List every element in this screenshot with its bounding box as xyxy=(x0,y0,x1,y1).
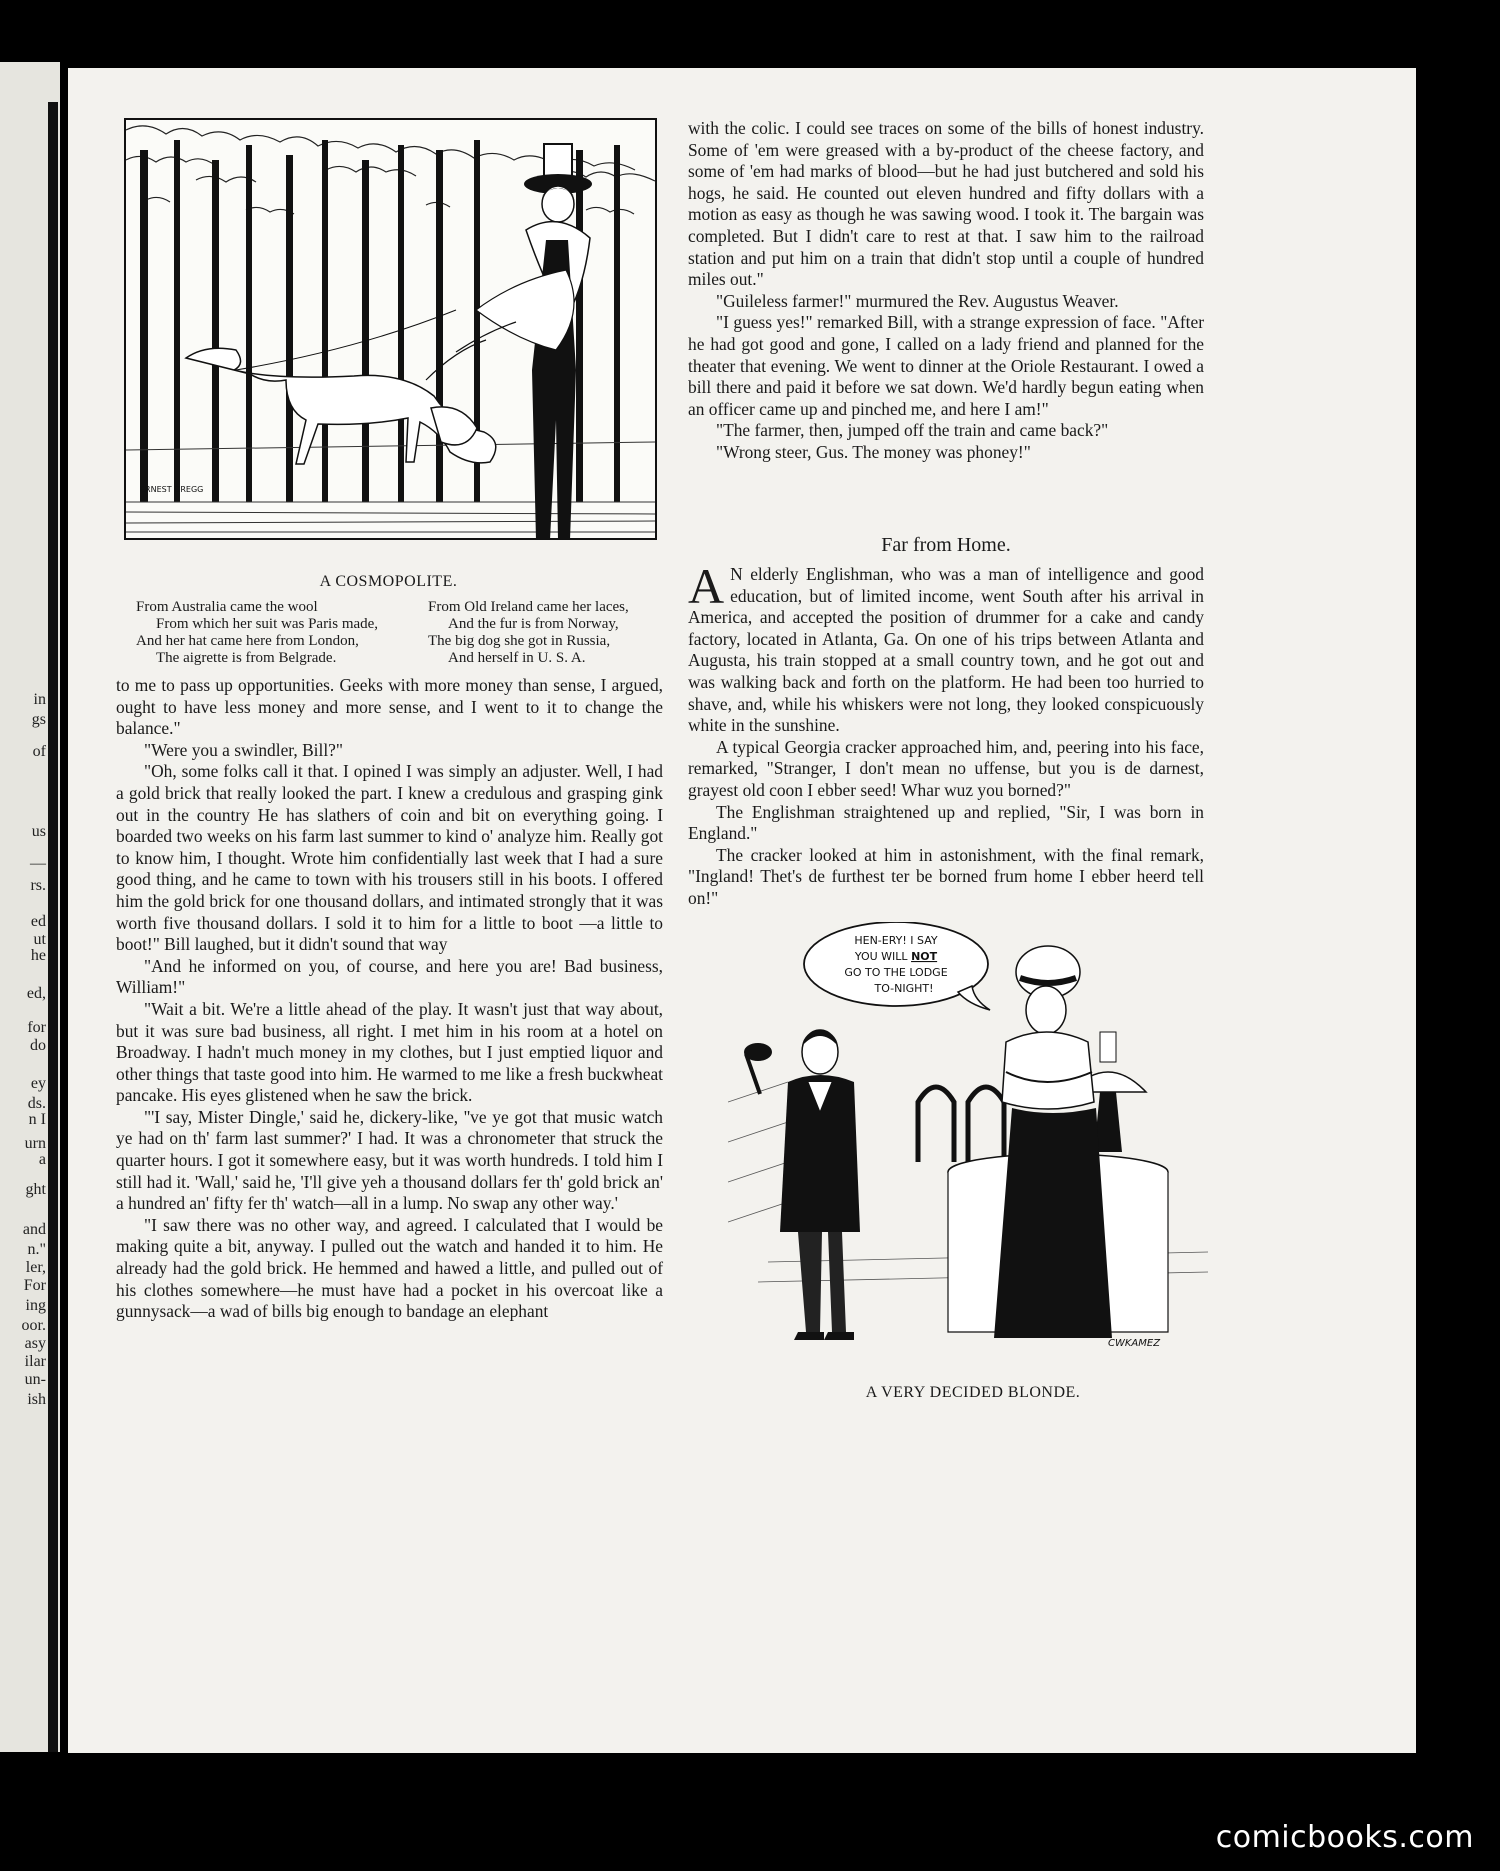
paragraph: "I saw there was no other way, and agreed. I calculated that I would be making quite a bit, anyway. I pulled out the watch and handed it to him. He already had the gold brick. He hemmed and hawed a little, and pulled out of his clothes somewhere—he must have had a pocket in his overcoat like a gunnysack—a wad of bills big enough to bandage an elephant xyxy=(116,1214,663,1322)
left-page-fragment: ing xyxy=(25,1297,46,1314)
paragraph: "I guess yes!" remarked Bill, with a strange expression of face. "After he had got good and gone, I called on a lady friend and planned for the theater that evening. We went to dinner at the Oriole Restaurant. I owed a bill there and paid it before we sat down. We'd hardly begun eating when an officer came up and pinched me, and here I am!" xyxy=(688,312,1204,419)
left-page-fragment: do xyxy=(30,1037,46,1054)
paragraph: "And he informed on you, of course, and here you are! Bad business, William!" xyxy=(116,955,663,998)
book-spine xyxy=(48,102,58,1752)
left-page-fragment: he xyxy=(30,947,46,964)
story-paragraphs xyxy=(688,737,1204,910)
left-page-fragment: in xyxy=(33,691,46,708)
speech-line-1: HEN-ERY! I SAY xyxy=(854,934,938,947)
paragraph: with the colic. I could see traces on some of the bills of honest industry. Some of 'em were greased with a by-product of the cheese factory, and some of 'em had marks of blood—but he had just butchered and sold his hogs, he said. He counted out eleven hundred and fifty dollars with a motion as easy as though he was sawing wood. I took it. The bargain was completed. But I didn't care to rest at that. I saw him to the railroad station and put him on a train that didn't stop until a couple of hundred miles out." xyxy=(688,118,1204,290)
verse-line: The aigrette is from Belgrade. xyxy=(156,650,337,666)
left-page-fragment: ut xyxy=(33,931,46,948)
artist-signature: ERNEST GREGG xyxy=(140,485,204,494)
magazine-page xyxy=(68,68,1416,1753)
verse-line: From Old Ireland came her laces, xyxy=(428,599,629,615)
paragraph: "Oh, some folks call it that. I opined I was simply an adjuster. Well, I had a gold brick that really looked the part. I knew a credulous and grasping gink out in the country He has slathers of coin and bit on everything going. I boarded two weeks on his farm last summer to kind o' analyze him. Really got to know him, I thought. Wrote him confidentially last week that I had a sure good thing, and he came to town with his trousers still in his boots. I offered him the gold brick for one thousand dollars, and intimated strongly that it was worth five thousand dollars. I sold it to him for a little to boot —a little to boot!" Bill laughed, but it didn't sound that way xyxy=(116,761,663,955)
left-page-fragment: ed xyxy=(30,913,46,930)
left-page-fragment: asy xyxy=(24,1335,46,1352)
left-page-fragment: gs xyxy=(31,711,46,728)
right-text-column-top xyxy=(688,118,1204,464)
left-page-fragment: and xyxy=(22,1221,46,1238)
left-page-fragment: un- xyxy=(24,1371,46,1388)
blonde-drawing xyxy=(728,922,1218,1392)
paragraph: "'I say, Mister Dingle,' said he, dickery-like, ''ve ye got that music watch ye had on th' farm last summer?' I had. It was a chronometer that struck the quarter hours. I got it somewhere easy, but it was worth hundreds. I told him I still had it. 'Wall,' said he, 'I'll give yeh a thousand dollars fer th' gold brick an' a hundred an' fifty fer th' watch—all in a lump. No swap any other way.' xyxy=(116,1106,663,1214)
speech-line-4: TO-NIGHT! xyxy=(874,982,934,995)
left-page-fragment: ey xyxy=(30,1075,46,1092)
story-text-column xyxy=(688,558,1204,910)
verse-line: The big dog she got in Russia, xyxy=(428,633,611,649)
left-page-fragment: ght xyxy=(25,1181,46,1198)
man-figure xyxy=(744,1030,860,1340)
cosmopolite-caption: A COSMOPOLITE. xyxy=(319,573,458,590)
left-page-fragment: of xyxy=(32,743,46,760)
paragraph: "Wrong steer, Gus. The money was phoney!" xyxy=(716,441,1031,462)
left-page-fragment: oor. xyxy=(21,1317,46,1334)
left-page-edge xyxy=(0,62,60,1752)
left-page-fragment: ish xyxy=(27,1391,46,1408)
cosmopolite-drawing xyxy=(126,120,655,538)
story-heading: Far from Home. xyxy=(881,534,1011,556)
left-text-column xyxy=(116,675,663,1323)
left-page-fragment: ed, xyxy=(26,985,46,1002)
paragraph: to me to pass up opportunities. Geeks with more money than sense, I argued, ought to have less money and more sense, and I went to it to change the balance." xyxy=(116,675,663,739)
verse-line: And her hat came here from London, xyxy=(136,633,359,649)
left-page-fragment: for xyxy=(27,1019,46,1036)
paragraph: A typical Georgia cracker approached him, and, peering into his face, remarked, "Stranger, I don't mean no uffense, but you is de darnest, grayest old coon I ebber seed! Whar wuz you borned?" xyxy=(688,736,1204,800)
left-page-fragment: ler, xyxy=(25,1259,46,1276)
left-page-fragment: a xyxy=(38,1151,46,1168)
paragraph: "Were you a swindler, Bill?" xyxy=(144,739,343,760)
left-page-fragment: For xyxy=(23,1277,46,1294)
story-first-paragraph-text: N elderly Englishman, who was a man of intelligence and good education, but of limited income, went South after his arrival in America, and accepted the position of drummer for a cake and candy factory, located in Atlanta, Ga. On one of his trips between Atlanta and Augusta, his train stopped at a small country town, and he got out and was walking back and forth on the platform. He had been too hurried to shave, and, while his whiskers were not long, they looked conspicuously white in the sunshine. xyxy=(688,564,1204,736)
verse-line: And the fur is from Norway, xyxy=(448,616,619,632)
paragraph: The cracker looked at him in astonishment, with the final remark, "Ingland! Thet's de furthest ter be borned frum home I ebber heerd tell on!" xyxy=(688,844,1204,908)
verse-line: From which her suit was Paris made, xyxy=(156,616,379,632)
speech-line-2 xyxy=(854,950,938,963)
paragraph: "Wait a bit. We're a little ahead of the play. It wasn't just that way about, but it was sure bad business, all right. I met him in his room at a hotel on Broadway. I hadn't much money in my clothes, but I just emptied liquor and other things that taste good into him. He warmed to me like a fresh buckwheat pancake. His eyes glistened when he saw the brick. xyxy=(116,998,663,1106)
verse-line: And herself in U. S. A. xyxy=(448,650,586,666)
blonde-caption: A VERY DECIDED BLONDE. xyxy=(865,1384,1081,1401)
left-page-fragment: — xyxy=(30,855,46,872)
watermark: comicbooks.com xyxy=(1215,1820,1474,1855)
verse-right-stanza xyxy=(428,599,668,667)
cosmopolite-illustration xyxy=(124,118,657,540)
paragraph: The Englishman straightened up and replied, "Sir, I was born in England." xyxy=(688,801,1204,844)
left-page-fragment: ds. xyxy=(27,1095,46,1112)
speech-line-2-text: YOU WILL xyxy=(854,950,912,963)
left-page-fragment: n." xyxy=(27,1241,46,1258)
cartoonist-signature: CWKAMEZ xyxy=(1108,1338,1161,1349)
left-page-fragment: us xyxy=(31,823,46,840)
verse-left-stanza xyxy=(136,599,406,667)
story-first-paragraph xyxy=(688,558,1204,737)
left-page-fragment: n I xyxy=(28,1111,46,1128)
paragraph: "The farmer, then, jumped off the train and came back?" xyxy=(716,420,1109,441)
paragraph: "Guileless farmer!" murmured the Rev. Augustus Weaver. xyxy=(716,290,1119,311)
left-page-fragment: ilar xyxy=(24,1353,46,1370)
woman-figure xyxy=(994,946,1112,1338)
drop-cap: A xyxy=(688,558,725,614)
left-page-fragment: rs. xyxy=(30,877,46,894)
verse-line: From Australia came the wool xyxy=(136,599,318,615)
left-page-fragment: urn xyxy=(24,1135,46,1152)
speech-line-3: GO TO THE LODGE xyxy=(844,966,948,979)
blonde-illustration xyxy=(728,922,1218,1392)
speech-emphasis: NOT xyxy=(911,950,938,963)
